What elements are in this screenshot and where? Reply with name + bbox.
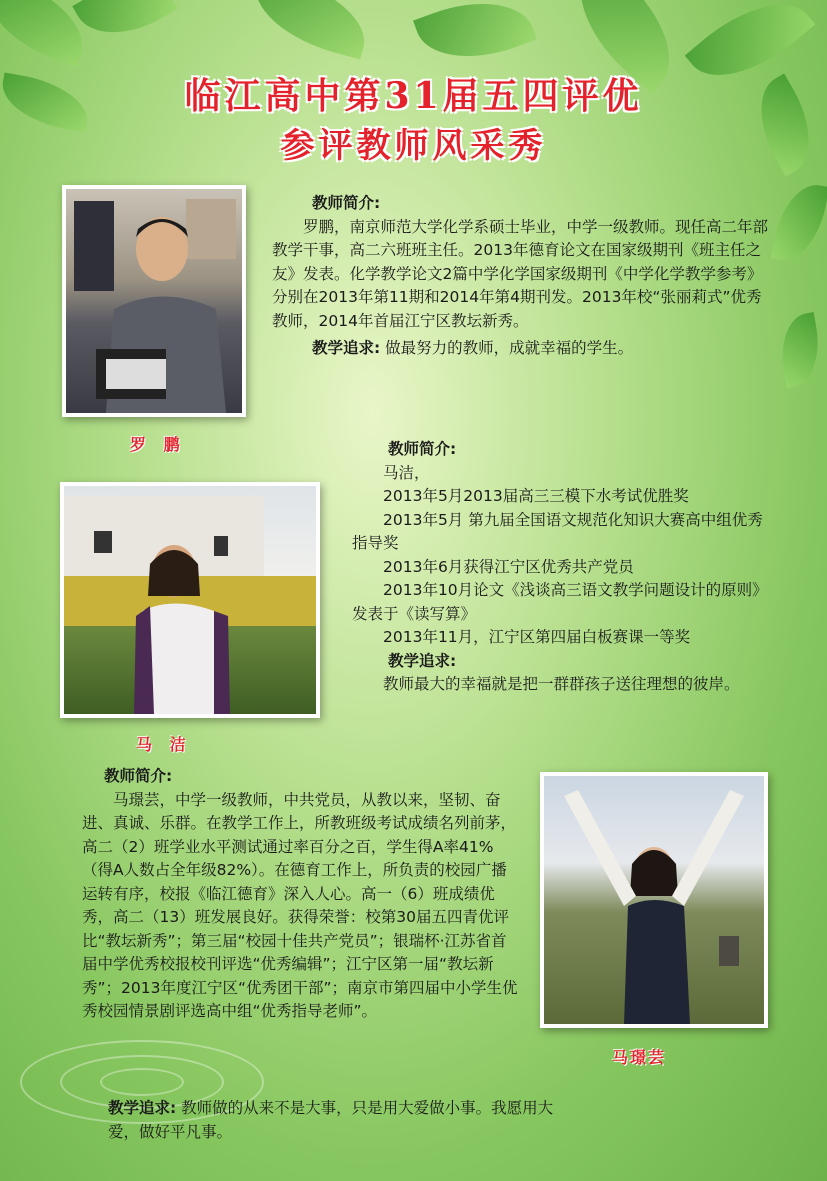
teacher-name-2: 马 洁 bbox=[136, 735, 192, 754]
teacher-intro-2 bbox=[352, 438, 777, 697]
motto-label: 教学追求: bbox=[312, 339, 381, 357]
intro-text: 马璟芸，中学一级教师，中共党员，从教以来，坚韧、奋进、真诚、乐群。在教学工作上，所教班级考试成绩名列前茅，高二（2）班学业水平测试通过率百分之百，学生得A率41%（得A人数占全年级82%）。在德育工作上，所负责的校园广播运转有序，校报《临江德育》深入人心。高一（6）班成绩优秀，高二（13）班发展良好。获得荣誉：校第30届五四青优评比“教坛新秀”；第三届“校园十佳共产党员”；银瑞杯·江苏省首届中学优秀校报校刊评选“优秀编辑”；江宁区第一届“教坛新秀”；2013年度江宁区“优秀团干部”；南京市第四届中小学生优秀校园情景剧评选高中组“优秀指导老师”。 bbox=[82, 790, 518, 1020]
teacher-intro-1 bbox=[272, 192, 772, 361]
motto bbox=[272, 337, 772, 361]
motto-label: 教学追求: bbox=[388, 651, 457, 670]
teacher-photo-3 bbox=[540, 772, 768, 1028]
intro-label: 教师简介: bbox=[104, 767, 173, 785]
intro-line: 2013年11月，江宁区第四届白板赛课一等奖 bbox=[383, 628, 691, 646]
page-title: 临江高中第31届五四评优 bbox=[184, 75, 643, 117]
page-subtitle: 参评教师风采秀 bbox=[280, 126, 547, 166]
intro-line: 2013年6月获得江宁区优秀共产党员 bbox=[383, 557, 634, 576]
teacher-name-3: 马璟芸 bbox=[612, 1048, 667, 1067]
motto-text: 教师最大的幸福就是把一群群孩子送往理想的彼岸。 bbox=[383, 675, 740, 693]
intro-line: 2013年5月2013届高三三模下水考试优胜奖 bbox=[383, 487, 689, 505]
teacher-name-1: 罗 鹏 bbox=[130, 435, 186, 454]
intro-label: 教师简介: bbox=[312, 194, 381, 212]
motto-label: 教学追求: bbox=[108, 1099, 177, 1117]
intro-line: 2013年5月 第九届全国语文规范化知识大赛高中组优秀指导奖 bbox=[352, 510, 763, 552]
intro-line: 2013年10月论文《浅谈高三语文教学问题设计的原则》发表于《读写算》 bbox=[352, 581, 768, 623]
teacher-intro-3 bbox=[82, 765, 522, 1024]
intro-text: 罗鹏，南京师范大学化学系硕士毕业，中学一级教师。现任高二年部教学干事，高二六班班主任。2013年德育论文在国家级期刊《班主任之友》发表。化学教学论文2篇中学化学国家级期刊《中学化学教学参考》分别在2013年第11期和2014年第4期刊发。2013年校“张丽莉式”优秀教师，2014年首届江宁区教坛新秀。 bbox=[272, 217, 769, 330]
intro-line: 马洁， bbox=[383, 463, 430, 482]
motto-text: 教师做的从来不是大事，只是用大爱做小事。我愿用大爱，做好平凡事。 bbox=[108, 1099, 554, 1141]
teacher-motto-3 bbox=[108, 1097, 578, 1144]
intro-label: 教师简介: bbox=[388, 440, 457, 458]
motto-text: 做最努力的教师，成就幸福的学生。 bbox=[385, 339, 634, 357]
teacher-photo-2 bbox=[60, 482, 320, 718]
teacher-photo-1 bbox=[62, 185, 246, 417]
